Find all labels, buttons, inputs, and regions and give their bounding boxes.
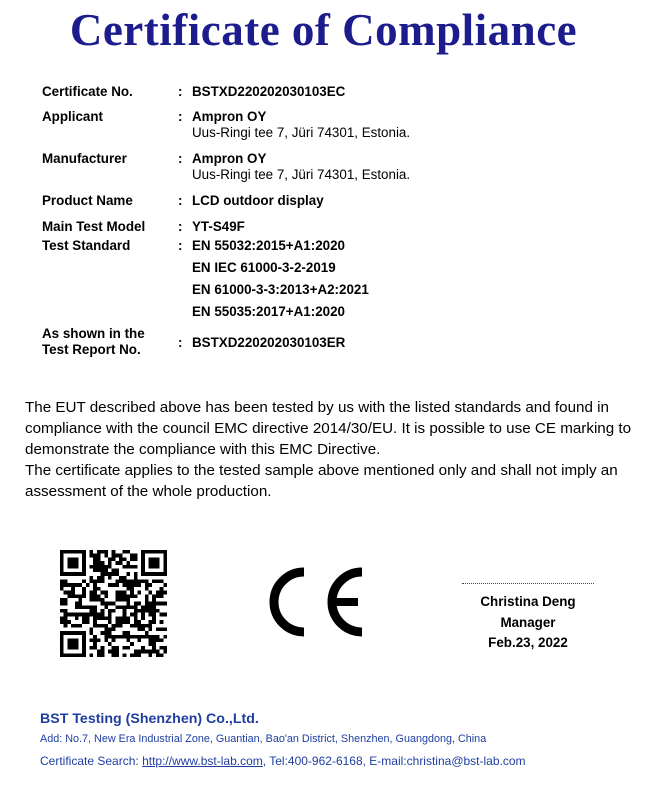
qr-code-icon[interactable] — [60, 550, 167, 657]
certificate-no-value: BSTXD220202030103EC — [192, 84, 346, 99]
company-address: Add: No.7, New Era Industrial Zone, Guantian, Bao'an District, Shenzhen, Guangdong, China — [40, 733, 487, 745]
test-report-label-2: Test Report No. — [42, 342, 141, 357]
certificate-no-label: Certificate No. — [42, 84, 133, 99]
applicant-label: Applicant — [42, 109, 104, 124]
manufacturer-label: Manufacturer — [42, 151, 127, 166]
main-test-model-value: YT-S49F — [192, 219, 245, 234]
test-standard-label: Test Standard — [42, 238, 131, 253]
manufacturer-name: Ampron OY — [192, 151, 267, 166]
manufacturer-address: Uus-Ringi tee 7, Jüri 74301, Estonia. — [192, 167, 411, 182]
certificate-statement — [25, 397, 635, 502]
statement-paragraph-2: The certificate applies to the tested sample above mentioned only and shall not imply an assessment of the whole production. — [25, 462, 618, 500]
certificate-search — [40, 754, 526, 768]
main-test-model-label: Main Test Model — [42, 219, 146, 234]
contact-info: , Tel:400-962-6168, E-mail:christina@bst-lab.com — [262, 754, 526, 768]
applicant-address: Uus-Ringi tee 7, Jüri 74301, Estonia. — [192, 125, 411, 140]
applicant-name: Ampron OY — [192, 109, 267, 124]
signature-line — [462, 583, 594, 584]
test-standard-1: EN 55032:2015+A1:2020 — [192, 238, 345, 253]
signer-title: Manager — [500, 615, 556, 630]
signature-date: Feb.23, 2022 — [488, 635, 568, 650]
product-name-value: LCD outdoor display — [192, 193, 324, 208]
ce-mark-icon — [262, 562, 370, 642]
statement-paragraph-1: The EUT described above has been tested by us with the listed standards and found in compliance with the council EMC directive 2014/30/EU. It is possible to use CE marking to demonstrate the compliance with this EMC Directive. — [25, 399, 632, 458]
test-report-value: BSTXD220202030103ER — [192, 335, 346, 350]
company-name: BST Testing (Shenzhen) Co.,Ltd. — [40, 711, 259, 727]
search-label: Certificate Search: — [40, 754, 139, 768]
test-standard-4: EN 55035:2017+A1:2020 — [192, 304, 345, 319]
test-report-label-1: As shown in the — [42, 326, 145, 341]
signer-name: Christina Deng — [480, 594, 576, 609]
search-link[interactable]: http://www.bst-lab.com — [142, 754, 263, 768]
certificate-title: Certificate of Compliance — [69, 5, 578, 55]
test-standard-2: EN IEC 61000-3-2-2019 — [192, 260, 336, 275]
test-standard-3: EN 61000-3-3:2013+A2:2021 — [192, 282, 369, 297]
product-name-label: Product Name — [42, 193, 133, 208]
